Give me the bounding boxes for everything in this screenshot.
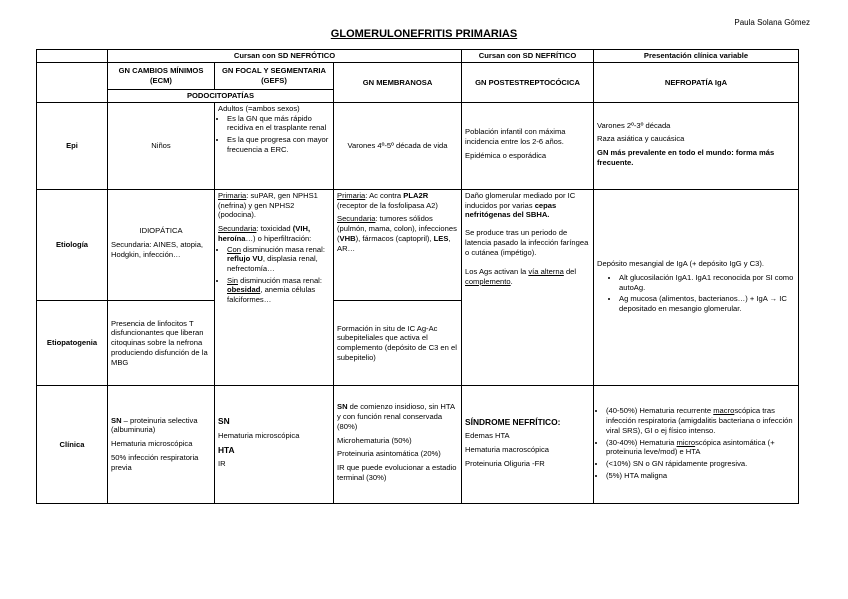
text: : Ac contra bbox=[365, 191, 404, 200]
clinica-iga-bullet: • (5%) HTA maligna bbox=[606, 471, 795, 481]
text-underline: complemento bbox=[465, 277, 511, 287]
label: Sin bbox=[227, 275, 238, 285]
clinica-iga bbox=[594, 386, 799, 504]
row-label-clinica: Clínica bbox=[37, 386, 108, 504]
text: scópica asintomática (+ proteinuria leve/mod) e HTA bbox=[606, 437, 775, 457]
col-header-iga: NEFROPATÍA IgA bbox=[594, 63, 799, 103]
clinica-focal-line: Hematuria microscópica bbox=[218, 430, 300, 440]
podocitopatias-label: PODOCITOPATÍAS bbox=[108, 90, 334, 103]
row-label-etiopatogenia: Etiopatogenia bbox=[37, 301, 108, 386]
etiologia-iga-bullet: • Alt glucosilación IgA1. IgA1 reconocida por SI como autoAg. bbox=[619, 273, 795, 292]
text: Daño glomerular mediado por IC inducidos por varias bbox=[465, 191, 576, 210]
etiologia-cambios-line: Secundaria: AINES, atopia, Hodgkin, infección… bbox=[111, 240, 204, 259]
text: : toxicidad bbox=[256, 224, 291, 234]
epi-focal-intro: Adultos (=ambos sexos) bbox=[218, 104, 300, 113]
clinica-memb-line: Microhematuria (50%) bbox=[337, 435, 412, 445]
epi-post-line: Población infantil con máxima incidencia entre los 2-6 años. bbox=[465, 127, 566, 147]
clinica-focal-line: HTA bbox=[218, 444, 235, 455]
text: , displasia renal, nefrectomía… bbox=[227, 254, 318, 274]
epi-post-line: Epidémica o esporádica bbox=[465, 150, 547, 160]
etiologia-cambios bbox=[108, 190, 215, 301]
etiologia-post bbox=[462, 190, 594, 386]
text: (30-40%) Hematuria bbox=[606, 437, 677, 447]
clinica-memb-line: Proteinuria asintomática (20%) bbox=[337, 449, 441, 459]
clinica-post-line: Edemas HTA bbox=[465, 431, 510, 441]
etiologia-membranosa bbox=[334, 190, 462, 301]
text: (40-50%) Hematuria recurrente bbox=[606, 406, 714, 416]
text: . bbox=[510, 277, 513, 287]
text-bold: LES bbox=[433, 233, 449, 243]
empty-cell bbox=[37, 63, 108, 103]
text: de comienzo insidioso, sin HTA y con función renal conservada (80%) bbox=[337, 402, 455, 431]
epi-iga-line: Varones 2º-3º década bbox=[597, 120, 671, 130]
text-bold: obesidad bbox=[227, 285, 261, 295]
text: ), fármacos (captopril), bbox=[355, 233, 434, 243]
etiologia-iga-line: Depósito mesangial de IgA (+ depósito IgG y C3). bbox=[597, 259, 764, 269]
epi-iga-line: GN más prevalente en todo el mundo: forma más frecuente. bbox=[597, 148, 775, 167]
empty-corner bbox=[37, 50, 108, 63]
text: , AR… bbox=[337, 233, 451, 253]
label: Primaria bbox=[218, 191, 247, 200]
text-bold: reflujo VU bbox=[227, 254, 263, 264]
group-header-nefrotico: Cursan con SD NEFRÓTICO bbox=[108, 50, 462, 63]
row-label-etiologia: Etiología bbox=[37, 190, 108, 301]
etiopatogenia-membranosa: Formación in situ de IC Ag-Ac subepiteliales que activa el complemento (depósito de C3 en el subepitelio) bbox=[334, 301, 462, 386]
glomerulonefritis-table bbox=[36, 49, 799, 504]
clinica-focal-line: IR bbox=[218, 459, 226, 469]
etiologia-cambios-line: IDIOPÁTICA bbox=[139, 226, 183, 236]
group-header-nefritico: Cursan con SD NEFRÍTICO bbox=[462, 50, 594, 63]
text: , anemia células falciformes… bbox=[227, 285, 316, 305]
text: – proteinuria selectiva (albuminuria) bbox=[111, 415, 198, 435]
page-title: GLOMERULONEFRITIS PRIMARIAS bbox=[330, 28, 518, 40]
clinica-post-line: SÍNDROME NEFRÍTICO: bbox=[465, 416, 561, 427]
epi-iga bbox=[594, 103, 799, 190]
text-bold: PLA2R bbox=[403, 191, 429, 200]
text: disminución masa renal: bbox=[240, 244, 325, 254]
clinica-memb-line: IR que puede evolucionar a estadio terminal (30%) bbox=[337, 463, 457, 482]
clinica-cambios bbox=[108, 386, 215, 504]
epi-cambios: Niños bbox=[108, 103, 215, 190]
author-name: Paula Solana Gómez bbox=[734, 18, 810, 27]
col-header-gn-focal: GN FOCAL Y SEGMENTARIA (GEFS) bbox=[215, 63, 334, 90]
text-underline: vía alterna bbox=[528, 267, 564, 277]
etiologia-post-line: Se produce tras un periodo de latencia pasado la infección faríngea o cutánea (impétigo). bbox=[465, 228, 589, 257]
text-underline: macro bbox=[713, 406, 735, 416]
clinica-focal bbox=[215, 386, 334, 504]
etiologia-iga-bullet: • Ag mucosa (alimentos, bacterianos…) + IgA → IC depositado en mesangio glomerular. bbox=[619, 294, 795, 313]
epi-post bbox=[462, 103, 594, 190]
clinica-post bbox=[462, 386, 594, 504]
label: Secundaria bbox=[218, 224, 257, 234]
label: Primaria bbox=[337, 191, 366, 200]
text: : tumores sólidos (pulmón, mama, colon), infecciones ( bbox=[337, 214, 457, 243]
clinica-cambios-line: Hematuria microscópica bbox=[111, 439, 193, 449]
text-bold: SN bbox=[111, 415, 122, 425]
epi-membranosa: Varones 4º-5º década de vida bbox=[334, 103, 462, 190]
label: Secundaria bbox=[337, 214, 376, 224]
text-bold: cepas nefritógenas del SBHA. bbox=[465, 200, 557, 220]
text: …) o hiperfiltración: bbox=[245, 233, 312, 243]
etiopatogenia-cambios: Presencia de linfocitos T disfuncionantes que liberan citoquinas sobre la nefrona produciendo disfunción de la MBG bbox=[108, 301, 215, 386]
col-header-gn-membranosa: GN MEMBRANOSA bbox=[334, 63, 462, 103]
epi-focal-bullet: • Es la GN que más rápido recidiva en el trasplante renal bbox=[227, 114, 330, 133]
text: : suPAR, gen NPHS1 (nefrina) y gen NPHS2 (podocina). bbox=[218, 191, 318, 220]
text-underline: micro bbox=[676, 437, 696, 447]
col-header-gn-post: GN POSTESTREPTOCÓCICA bbox=[462, 63, 594, 103]
epi-iga-line: Raza asiática y caucásica bbox=[597, 134, 685, 144]
text: (receptor de la fosfolipasa A2) bbox=[337, 200, 438, 210]
col-header-gn-cambios: GN CAMBIOS MÍNIMOS (ECM) bbox=[108, 63, 215, 90]
text: scópica tras infección respiratoria (amigdalitis bacteriana o infección viral SRS), GI o ej físico intenso. bbox=[606, 406, 793, 435]
clinica-cambios-line: 50% infección respiratoria previa bbox=[111, 452, 199, 472]
clinica-post-line: Hematuria macroscópica bbox=[465, 445, 550, 455]
text-bold: SN bbox=[337, 402, 348, 412]
text-bold: VHB bbox=[339, 233, 356, 243]
text-bold: (VIH, heroína bbox=[218, 224, 311, 243]
etiologia-iga bbox=[594, 190, 799, 386]
text: del bbox=[563, 267, 577, 277]
row-label-epi: Epi bbox=[37, 103, 108, 190]
etiologia-focal bbox=[215, 190, 334, 386]
group-header-variable: Presentación clínica variable bbox=[594, 50, 799, 63]
clinica-membranosa bbox=[334, 386, 462, 504]
clinica-iga-bullet: • (<10%) SN o GN rápidamente progresiva. bbox=[606, 459, 795, 469]
epi-focal-bullet: • Es la que progresa con mayor frecuencia a ERC. bbox=[227, 135, 330, 154]
label: Con bbox=[227, 244, 241, 254]
epi-focal bbox=[215, 103, 334, 190]
clinica-post-line: Proteinuria Oliguria -FR bbox=[465, 458, 545, 468]
text: disminución masa renal: bbox=[237, 275, 322, 285]
clinica-focal-line: SN bbox=[218, 416, 230, 427]
text: Los Ags activan la bbox=[465, 267, 529, 277]
